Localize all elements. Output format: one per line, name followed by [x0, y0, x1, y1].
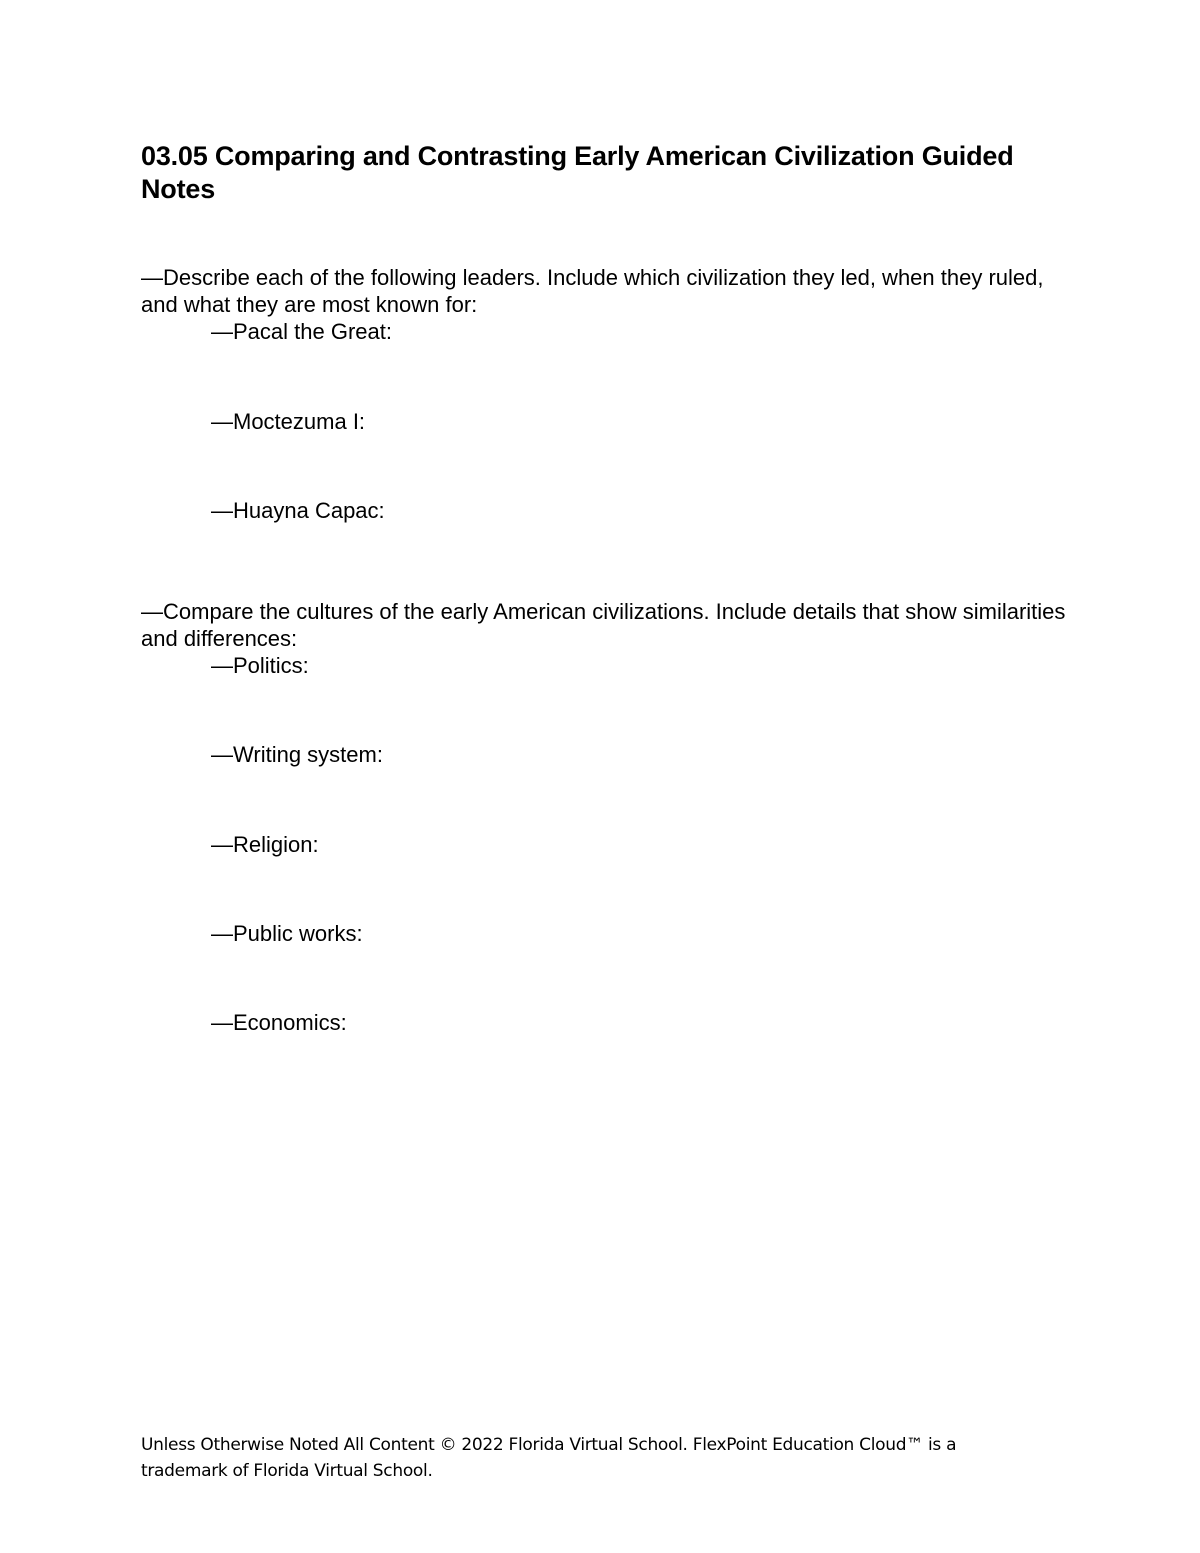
leader-item-huayna-capac: —Huayna Capac:: [211, 498, 385, 523]
leaders-prompt: —Describe each of the following leaders. Include which civilization they led, when they ruled, and what they are most known for:: [141, 265, 1044, 317]
culture-item-religion: —Religion:: [211, 832, 319, 857]
leader-item-pacal: —Pacal the Great:: [211, 319, 392, 344]
culture-item-public-works: —Public works:: [211, 921, 363, 946]
cultures-prompt: —Compare the cultures of the early American civilizations. Include details that show similarities and differences:: [141, 599, 1066, 651]
culture-item-writing-system: —Writing system:: [211, 742, 383, 767]
culture-item-politics: —Politics:: [211, 653, 309, 678]
copyright-footer: Unless Otherwise Noted All Content © 2022 Florida Virtual School. FlexPoint Education Cloud™ is a trademark of Florida Virtual School.: [141, 1435, 957, 1481]
culture-item-economics: —Economics:: [211, 1010, 347, 1035]
leader-item-moctezuma: —Moctezuma I:: [211, 409, 366, 434]
page-title: 03.05 Comparing and Contrasting Early American Civilization Guided Notes: [141, 141, 1014, 204]
